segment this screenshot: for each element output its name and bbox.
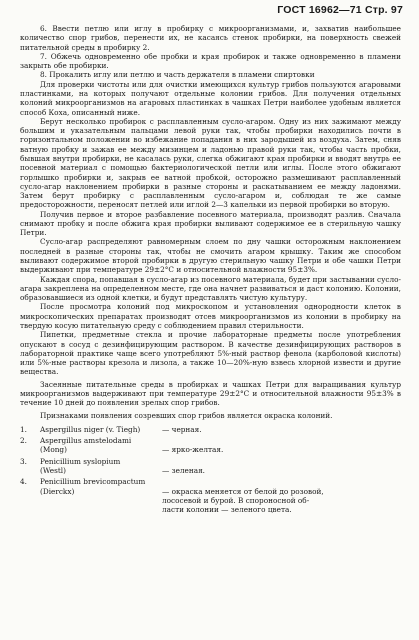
document-body [20, 24, 401, 514]
organism-color-line: — окраска меняется от белой до розовой, [162, 486, 324, 496]
organism-color-line [162, 457, 401, 466]
organism-color [160, 436, 401, 455]
organism-color-line: — черная. [162, 424, 202, 434]
organism-name-line: Penicillium syslopium [40, 456, 121, 466]
organism-name [40, 425, 160, 434]
organism-item [20, 425, 401, 434]
organism-name [40, 436, 160, 455]
organism-number: 2. [20, 436, 27, 446]
organism-color-line: — ярко-желтая. [162, 445, 224, 455]
paragraph: Сусло-агар распределяют равномерным слоем по дну чашки осторожным наклонением последней в разные стороны так, чтобы не смочить агаром крышку. Таким же способом выливают содержимое второй пробирки в другую стерильную чашку Петри и обе чашки Петри выдерживают при температуре 29±2°С и относительной влажности 95±3%. [20, 237, 401, 275]
paragraph: Признаками появления созревших спор грибов является окраска колоний. [40, 410, 333, 420]
organism-color-line: лососевой и бурой. В спороносной об- [162, 495, 310, 505]
paragraph: Каждая спора, попавшая в сусло-агар из посевного материала, будет при застывании сусло-агара закреплена на определенном месте, где она начнет развиваться и даст колонию. Колонии, образовавшиеся из одной клетки, и будут представлять чистую культуру. [20, 274, 401, 303]
organism-name-line: (Westl) [40, 465, 66, 475]
organism-name-line: (Dierckx) [40, 486, 75, 496]
organism-number: 3. [20, 456, 27, 466]
organism-color-line: ласти колонии — зеленого цвета. [162, 505, 292, 515]
organism-color-line: — зеленая. [162, 465, 206, 475]
organism-name-line: Aspergillus niger (v. Tiegh) [40, 424, 141, 434]
organism-item [20, 436, 401, 455]
organism-name-line: Aspergillus amstelodami [40, 436, 132, 446]
paragraph: Получив первое и второе разбавление посевного материала, производят разлив. Сначала снимают пробку и после обжига края пробирки выливают содержимое ее в стерильную чашку Петри. [20, 209, 401, 238]
organism-color [160, 457, 401, 476]
organism-name [40, 457, 160, 476]
paragraph: 8. Прокалить иглу или петлю и часть держателя в пламени спиртовки [40, 70, 315, 80]
organism-item [20, 457, 401, 476]
organism-name [40, 477, 160, 514]
paragraph: Берут несколько пробирок с расплавленным сусло-агаром. Одну из них зажимают между большим и указательным пальцами левой руки так, чтобы пробирки находились почти в горизонтальном положении во избежание попадания в них зародышей из воздуха. Затем, сняв ватную пробку и зажав ее между мизинцем и ладонью правой руки так, чтобы часть пробки, бывшая внутри пробирки, не касалась руки, слегка обжигают края пробирки и вводят внутрь ее посевной материал с помощью бактериологической петли или иглы. После этого обжигают горлышко пробирки и, закрыв ее ватной пробкой, осторожно размешивают расплавленный сусло-агар наклонением пробирки в разные стороны и раскатыванием ее между ладонями. Затем берут пробирку с расплавленным сусло-агаром и, соблюдая те же самые предосторожности, переносят петлей или иглой 2—3 капельки из первой пробирки во вторую. [20, 116, 401, 210]
paragraph: После просмотра колоний под микроскопом и установления однородности клеток в микроскопических препаратах производят отсев микроорганизмов из колонии в пробирку на твердую косую питательную среду с соблюдением правил стерильности. [20, 302, 401, 330]
organism-name-line: Penicillium brevicompactum [40, 477, 146, 487]
organism-number: 4. [20, 477, 27, 487]
organism-color-line [162, 436, 401, 445]
organism-color [160, 477, 401, 514]
paragraph: Для проверки чистоты или для очистки имеющихся культур грибов пользуются агаровыми пластинками, на которых получают отдельные колонии грибов. Для получения отдельных колоний микроорганизмов на агаровых пластинках в чашках Петри наиболее удобным является способ Коха, описанный ниже. [20, 79, 401, 117]
paragraph: 7. Обжечь одновременно обе пробки и края пробирок и также одновременно в пламени закрыть обе пробирки. [20, 51, 401, 71]
organism-name-line: (Mong) [40, 445, 67, 455]
organism-number: 1. [20, 424, 27, 434]
paragraph: Засеянные питательные среды в пробирках и чашках Петри для выращивания культур микроорганизмов выдерживают при температуре 29±2°С и относительной влажности 95±3% в течение 10 дней до появления зрелых спор грибов. [20, 379, 401, 408]
organism-color-line [162, 477, 401, 486]
organism-item [20, 477, 401, 514]
page-header: ГОСТ 16962—71 Стр. 97 [277, 4, 403, 16]
paragraph: 6. Ввести петлю или иглу в пробирку с микроорганизмами, и, захватив наибольшее количество спор грибов, перенести их, не касаясь стенок пробирки, на поверхность свежей питательной среды в пробирку 2. [20, 24, 401, 52]
paragraph: Пипетки, предметные стекла и прочие лабораторные предметы после употребления опускают в сосуд с дезинфицирующим раствором. В качестве дезинфицирующих растворов в лабораторной практике чаще всего употребляют 5%-ный раствор фенола (карболовой кислоты) или 5%-ные растворы крезола и лизола, а также 10—20%-ную взвесь хлорной извести и другие вещества. [20, 330, 401, 377]
organism-color [160, 425, 401, 434]
